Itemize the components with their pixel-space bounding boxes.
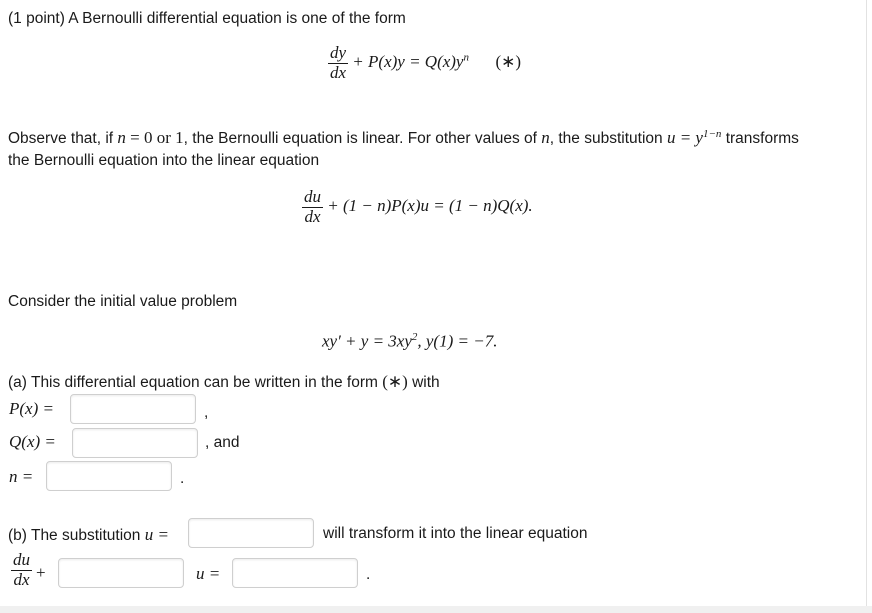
ivp-eq-a: xy′ + y = 3xy	[322, 331, 412, 351]
n-input[interactable]	[46, 461, 172, 491]
ivp-exponent: 2	[411, 331, 418, 343]
bottom-divider	[0, 606, 872, 613]
part-b-u-label: u =	[144, 525, 169, 544]
substitution-expr: u = y	[666, 128, 703, 148]
ivp-eq-b: , y(1) = −7.	[417, 331, 498, 351]
fraction-denominator: dx	[330, 62, 347, 82]
fraction-numerator: du	[13, 550, 30, 569]
du-dx-fraction-b	[11, 551, 32, 589]
var-n-2: n	[541, 128, 550, 148]
observe-text-b: = 0 or 1	[125, 128, 184, 148]
p-label: P(x) =	[9, 399, 54, 418]
part-b-after: will transform it into the linear equation	[323, 525, 588, 542]
plus-sign: +	[36, 563, 46, 582]
fraction-numerator: dy	[330, 43, 347, 62]
q-input[interactable]	[72, 428, 198, 458]
n-label: n =	[9, 467, 34, 486]
q-label: Q(x) =	[9, 432, 56, 451]
equation-exponent: n	[463, 51, 469, 64]
u-equals-label: u =	[196, 564, 221, 583]
observe-text-d: , the substitution	[549, 130, 667, 148]
equation-tag: (∗)	[495, 52, 522, 72]
linear-equation	[302, 188, 533, 226]
final-period: .	[366, 566, 371, 583]
observe-line-2: the Bernoulli equation into the linear equation	[8, 152, 320, 169]
part-a-tag: (∗)	[382, 372, 408, 391]
ivp-label: Consider the initial value problem	[8, 293, 238, 310]
observe-text-a: Observe that, if	[8, 130, 118, 148]
fraction-numerator: du	[304, 187, 321, 206]
part-a-text: (a) This differential equation can be written in the form	[8, 374, 383, 391]
observe-text-e: transforms	[721, 130, 799, 148]
part-b-text: (b) The substitution	[8, 527, 145, 544]
part-b-label	[8, 525, 169, 545]
linear-equation-body: + (1 − n)P(x)u = (1 − n)Q(x).	[327, 196, 533, 216]
bernoulli-equation	[328, 44, 521, 82]
u-substitution-input[interactable]	[188, 518, 314, 548]
observe-line-1	[8, 128, 799, 148]
observe-text-c: , the Bernoulli equation is linear. For other values of	[183, 130, 542, 148]
coefficient-input[interactable]	[58, 558, 184, 588]
du-dx-fraction	[302, 188, 323, 226]
fraction-denominator: dx	[304, 206, 321, 226]
fraction-denominator: dx	[13, 569, 30, 589]
part-a-label	[8, 372, 440, 392]
p-input[interactable]	[70, 394, 196, 424]
dy-dx-fraction	[328, 44, 348, 82]
q-and: , and	[205, 434, 240, 451]
var-n: n	[117, 128, 126, 148]
n-period: .	[180, 470, 185, 487]
problem-header: (1 point) A Bernoulli differential equation is one of the form	[8, 10, 406, 27]
equation-body: + P(x)y = Q(x)y	[352, 52, 464, 72]
rhs-input[interactable]	[232, 558, 358, 588]
ivp-equation	[322, 331, 497, 352]
du-dx-small	[11, 551, 32, 589]
p-comma: ,	[204, 404, 209, 421]
substitution-exponent: 1−n	[702, 128, 722, 140]
part-a-with: with	[407, 374, 440, 391]
